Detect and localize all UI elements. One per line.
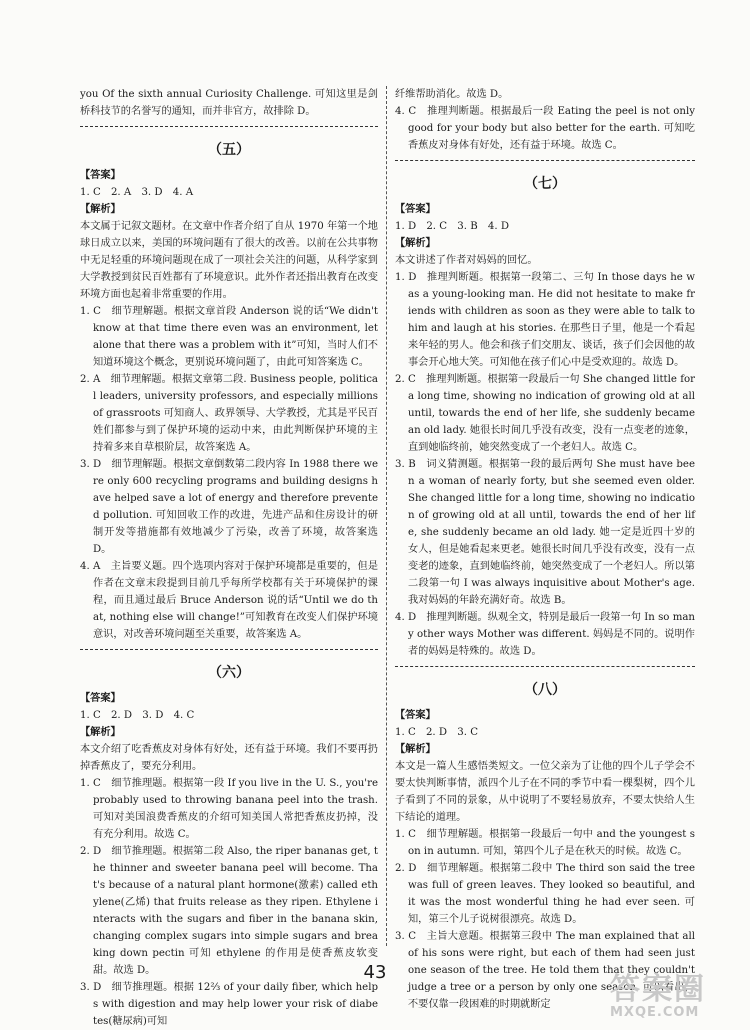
answer-label: 【答案】: [395, 710, 436, 721]
analysis-item: 4. D 推理判断题。纵观全文，特别是最后一段第一句 In so many other ways Mother was different. 妈妈是不同的。说明作者的妈妈是特殊的。故选 D。: [395, 612, 695, 657]
analysis-summary: 本文是一篇人生感悟类短文。一位父亲为了让他的四个儿子学会不要太快判断事情，派四个儿子在不同的季节中看一棵梨树，四个儿子看到了不同的景象，从中说明了不要轻易放弃，不要太快给人生下结论的道理。: [395, 761, 695, 823]
analysis-item: 4. C 推理判断题。根据最后一段 Eating the peel is not only good for your body but also better for the earth. 可知吃香蕉皮对身体有好处，还有益于环境。故选 C。: [395, 106, 695, 151]
analysis-item: 3. D 细节理解题。根据文章倒数第二段内容 In 1988 there were only 600 recycling programs and building designs have helped save a lot of energy and therefore prevented pollution. 可知回收工作的改进，先进产品和住房设计的研制开发等措施都有效地减少了污染，改善了环境，故答案选 D。: [80, 459, 378, 555]
analysis-item: 1. C 细节理解题。根据文章首段 Anderson 说的话“We didn't know at that time there even was an environment, let alone that there was a problem with it”可知，当时人们不知道环境这个概念，更别说环境问题了，由此可知答案选 C。: [80, 306, 378, 368]
analysis-label: 【解析】: [80, 204, 121, 215]
analysis-item: 2. C 推理判断题。根据第一段最后一句 She changed little for a long time, showing no indication of growing old at all until, towards the end of her life, she suddenly became an old lady. 她很长时间几乎没有改变，没有一点变老的迹象，直到她临终前，她突然变成了一个老妇人。故选 C。: [395, 374, 695, 453]
answer-key: 1. D 2. C 3. B 4. D: [395, 221, 510, 232]
analysis-item: 1. C 细节理解题。根据第一段最后一句中 and the youngest son in autumn. 可知，第四个儿子是在秋天的时候。故选 C。: [395, 829, 695, 857]
section-7: [395, 169, 695, 660]
column-divider: [386, 86, 387, 946]
section-separator: [395, 666, 695, 667]
answer-key: 1. C 2. D 3. C: [395, 727, 479, 738]
left-intro-text: you Of the sixth annual Curiosity Challenge. 可知这里是剑桥科技节的名誉写的通知，而并非官方，故排除 D。: [80, 89, 378, 117]
analysis-summary: 本文介绍了吃香蕉皮对身体有好处，还有益于环境。我们不要再扔掉香蕉皮了，要充分利用。: [80, 744, 378, 772]
analysis-item: 2. D 细节理解题。根据第二段中 The third son said the tree was full of green leaves. They looked so beautiful, and it was the most wonderful thing he had ever seen. 可知，第三个儿子说树很漂亮。故选 D。: [395, 863, 695, 925]
analysis-item: 2. A 细节理解题。根据文章第二段. Business people, political leaders, university professors, and especially millions of grassroots 可知商人、政界领导、大学教授，尤其是平民百姓们都参与到了保护环境的运动中来，由此判断保护环境的主持着多来自草根阶层，故答案选 A。: [80, 374, 378, 453]
answer-key: 1. C 2. A 3. D 4. A: [80, 187, 194, 198]
section-title: （八）: [524, 682, 566, 698]
section-separator: [395, 160, 695, 161]
watermark-url: MXQE.COM: [610, 1005, 700, 1020]
analysis-label: 【解析】: [80, 727, 121, 738]
section-separator: [80, 649, 378, 650]
right-intro-text: 纤维帮助消化。故选 D。: [395, 89, 509, 100]
section-title: （七）: [524, 176, 566, 192]
analysis-item: 2. D 细节推理题。根据第二段 Also, the riper bananas get, the thinner and sweeter banana peel will become. That's because of a natural plant hormone(激素) called ethylene(乙烯) that fruits release as they ripen. Ethylene interacts with the sugars and fiber in the banana skin, changing complex sugars into simple sugars and breaking down pectin 可知 ethylene 的作用是使香蕉皮软变甜。故选 D。: [80, 846, 378, 976]
section-title: （五）: [208, 142, 250, 158]
left-column: [80, 86, 378, 1030]
analysis-summary: 本文属于记叙文题材。在文章中作者介绍了自从 1970 年第一个地球日成立以来，美国的环境问题有了很大的改善。以前在公共事物中无足轻重的环境问题现在成了一项社会关注的问题，从科学家到大学教授到贫民百姓都有了环境意识。此外作者还指出教育在改变环境方面也起着非常重要的作用。: [80, 221, 378, 300]
analysis-item: 3. B 词义猜测题。根据第一段的最后两句 She must have been a woman of nearly forty, but she seemed even older. She changed little for a long time, showing no indication of growing old at all until, towards the end of her life, she suddenly became an old lady. 她一定是近四十岁的女人，但是她看起来更老。她很长时间几乎没有改变，没有一点变老的迹象，直到她临终前，她突然变成了一个老妇人。所以第二段第一句 I was always inquisitive about Mother's age. 我对妈妈的年龄充满好奇。故选 B。: [395, 459, 695, 606]
analysis-item: 4. A 主旨要义题。四个选项内容对于保护环境都是重要的，但是作者在文章末段提到目前几乎每所学校都有关于环境保护的课程，而且通过最后 Bruce Anderson 说的话“Until we do that, nothing else will change!”可知教育在改变人们保护环境意识，对改善环境问题至关重要，故答案选 A。: [80, 561, 378, 640]
analysis-item: 3. D 细节推理题。根据 12⅔ of your daily fiber, which helps with digestion and may help lower your risk of diabetes(糖尿病)可知: [80, 982, 378, 1027]
analysis-label: 【解析】: [395, 238, 436, 249]
analysis-item: 3. C 主旨大意题。根据第三段中 The man explained that all of his sons were right, but each of them had seen just one season of the tree. He told them that they couldn't judge a tree or a person by only one season. 可以看出，不要仅靠一段困难的时期就断定: [395, 931, 695, 1010]
right-column: [395, 86, 695, 1013]
answer-label: 【答案】: [80, 693, 121, 704]
analysis-summary: 本文讲述了作者对妈妈的回忆。: [395, 255, 538, 266]
section-5: [80, 135, 378, 643]
analysis-item: 1. C 细节推理题。根据第一段 If you live in the U. S., you're probably used to throwing banana peel into the trash. 可知对美国浪费香蕉皮的介绍可知美国人常把香蕉皮扔掉，没有充分利用。故选 C。: [80, 778, 378, 840]
watermark-logo: [610, 972, 730, 1023]
answer-label: 【答案】: [395, 204, 436, 215]
section-separator: [80, 126, 378, 127]
analysis-item: 1. D 推理判断题。根据第一段第二、三句 In those days he was a young-looking man. He did not hesitate to make friends with children as soon as they were able to talk to him and laugh at his stories. 在那些日子里，他是一个看起来年轻的男人。他会和孩子们交朋友、谈话，孩子们会因他的故事会开心地大笑。可知他在孩子们心中是受欢迎的。故选 D。: [395, 272, 695, 368]
page-number: 43: [363, 962, 387, 983]
section-title: （六）: [208, 665, 250, 681]
watermark-text: 答案圈: [610, 972, 706, 1007]
answer-label: 【答案】: [80, 170, 121, 181]
analysis-label: 【解析】: [395, 744, 436, 755]
answer-key: 1. C 2. D 3. D 4. C: [80, 710, 195, 721]
